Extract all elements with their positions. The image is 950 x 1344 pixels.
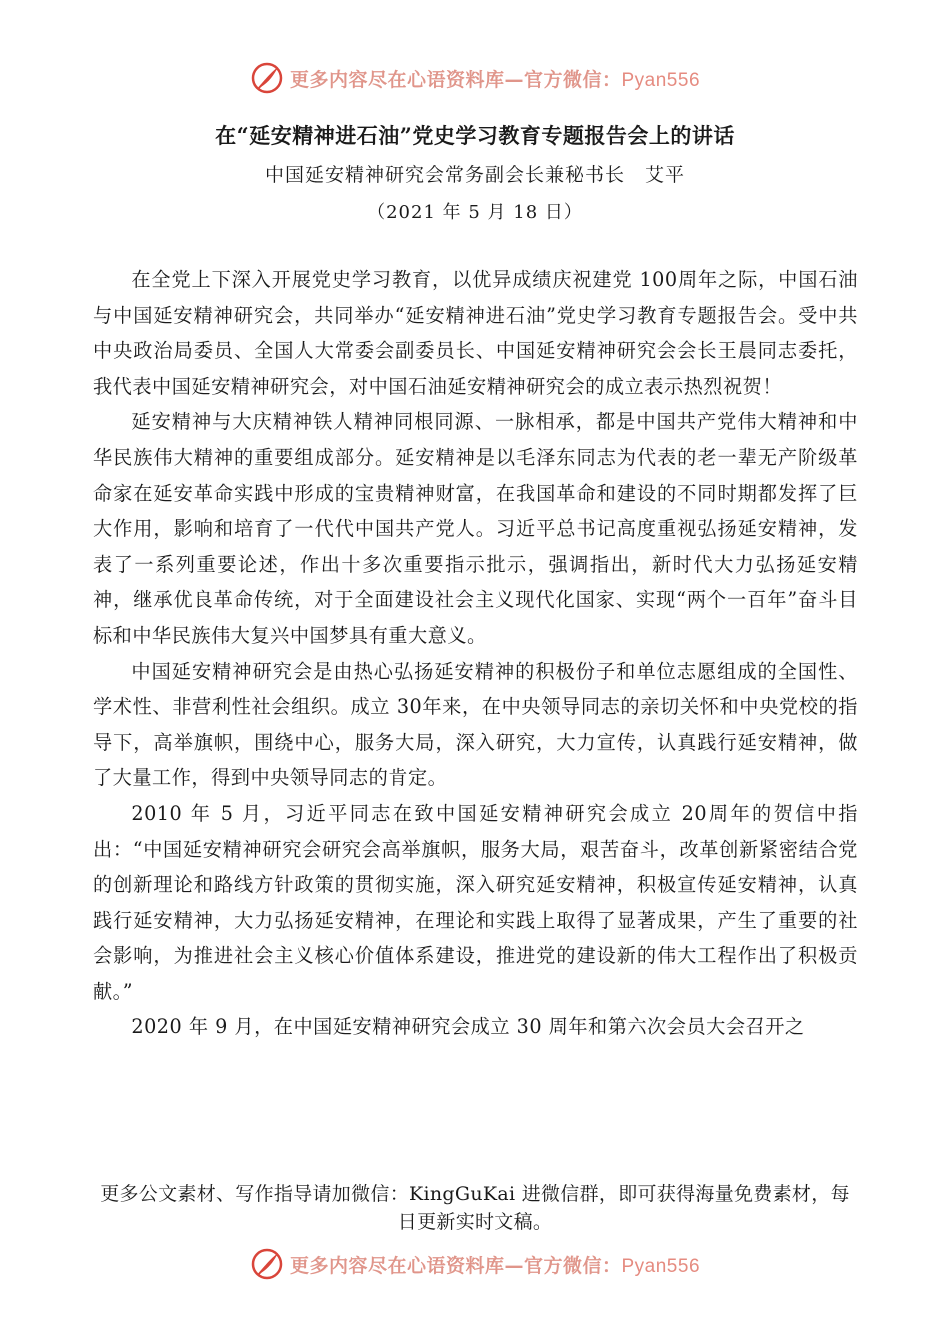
document-author: 中国延安精神研究会常务副会长兼秘书长 艾平 (264, 164, 685, 186)
paragraph: 2020 年 9 月，在中国延安精神研究会成立 30 周年和第六次会员大会召开之 (131, 1015, 805, 1039)
banner-text (290, 1251, 700, 1278)
banner-text (290, 65, 700, 92)
document-date: （2021 年 5 月 18 日） (367, 202, 583, 223)
document-body (93, 262, 858, 1045)
paragraph: 2010 年 5 月，习近平同志在致中国延安精神研究会成立 20周年的贺信中指出：“中国延安精神研究会研究会高举旗帜，服务大局，艰苦奋斗，改革创新紧密结合党的创新理论和路线方针政策的贯彻实施，深入研究延安精神，积极宣传延安精神，认真践行延安精神，大力弘扬延安精神，在理论和实践上取得了显著成果，产生了重要的社会影响，为推进社会主义核心价值体系建设，推进党的建设新的伟大工程作出了积极贡献。” (93, 801, 858, 1003)
footer-banner (0, 1244, 950, 1284)
paragraph: 延安精神与大庆精神铁人精神同根同源、一脉相承，都是中国共产党伟大精神和中华民族伟大精神的重要组成部分。延安精神是以毛泽东同志为代表的老一辈无产阶级革命家在延安革命实践中形成的宝贵精神财富，在我国革命和建设的不同时期都发挥了巨大作用，影响和培育了一代代中国共产党人。习近平总书记高度重视弘扬延安精神，发表了一系列重要论述，作出十多次重要指示批示，强调指出，新时代大力弘扬延安精神，继承优良革命传统，对于全面建设社会主义现代化国家、实现“两个一百年”奋斗目标和中华民族伟大复兴中国梦具有重大意义。 (93, 410, 858, 647)
header-banner (0, 58, 950, 98)
banner-label: 更多内容尽在心语资料库—官方微信： (289, 1254, 622, 1277)
banner-label: 更多内容尽在心语资料库—官方微信： (289, 68, 622, 91)
document-title: 在“延安精神进石油”党史学习教育专题报告会上的讲话 (215, 123, 735, 148)
footer-note: 更多公文素材、写作指导请加微信：KingGuKai 进微信群，即可获得海量免费素材，每日更新实时文稿。 (100, 1183, 850, 1233)
feather-logo-icon (250, 61, 284, 95)
banner-wechat-id: Pyan556 (621, 69, 701, 91)
paragraph: 在全党上下深入开展党史学习教育，以优异成绩庆祝建党 100周年之际，中国石油与中国延安精神研究会，共同举办“延安精神进石油”党史学习教育专题报告会。受中共中央政治局委员、全国人大常委会副委员长、中国延安精神研究会会长王晨同志委托，我代表中国延安精神研究会，对中国石油延安精神研究会的成立表示热烈祝贺！ (93, 268, 858, 398)
banner-wechat-id: Pyan556 (621, 1255, 701, 1277)
paragraph: 中国延安精神研究会是由热心弘扬延安精神的积极份子和单位志愿组成的全国性、学术性、非营利性社会组织。成立 30年来，在中央领导同志的亲切关怀和中央党校的指导下，高举旗帜，围绕中心，服务大局，深入研究，大力宣传，认真践行延安精神，做了大量工作，得到中央领导同志的肯定。 (93, 659, 858, 790)
feather-logo-icon (250, 1247, 284, 1281)
